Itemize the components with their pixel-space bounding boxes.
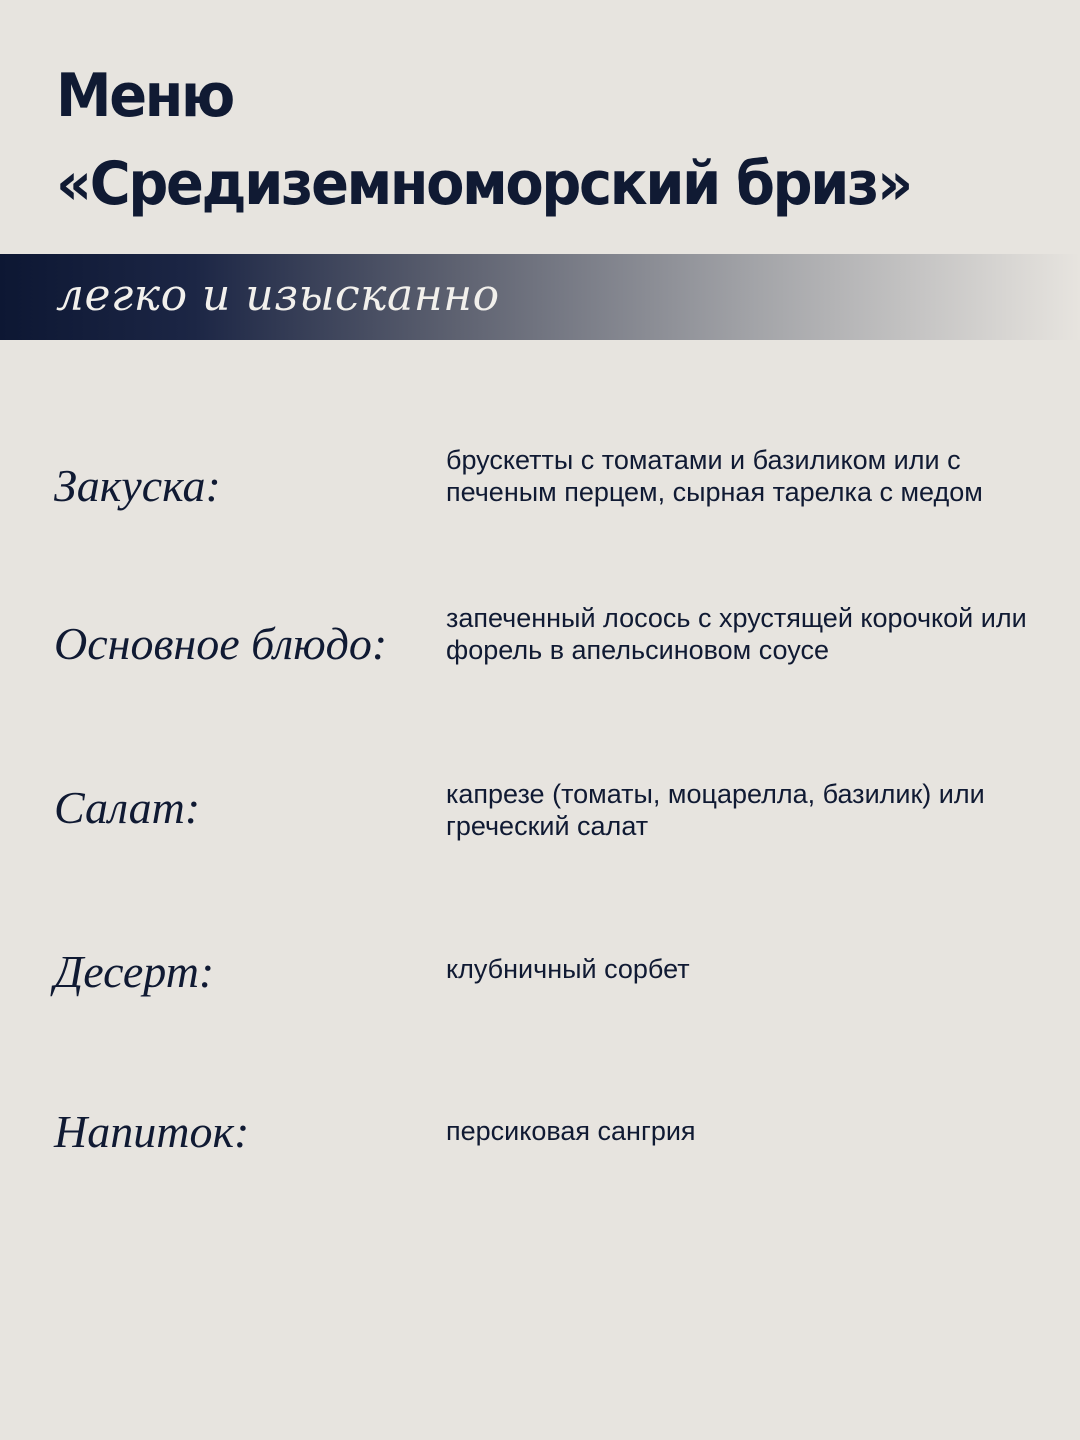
dish-description: брускетты с томатами и базиликом или с печеным перцем, сырная тарелка с медом (446, 445, 983, 507)
title-line-1: Меню (56, 61, 233, 131)
dish-description: капрезе (томаты, моцарелла, базилик) или греческий салат (446, 779, 985, 841)
course-label: Десерт: (54, 946, 215, 997)
page-title (56, 52, 911, 228)
dish-description: запеченный лосось с хрустящей корочкой или форель в апельсиновом соусе (446, 603, 1027, 665)
tagline: легко и изысканно (56, 270, 500, 321)
course-label: Салат: (54, 782, 201, 833)
title-line-2: «Средиземноморский бриз» (56, 149, 911, 219)
course-label: Закуска: (54, 460, 221, 511)
dish-description: персиковая сангрия (446, 1116, 696, 1146)
dish-description: клубничный сорбет (446, 954, 690, 984)
tagline-band (0, 254, 1080, 340)
course-label: Основное блюдо: (54, 618, 388, 669)
course-label: Напиток: (54, 1106, 250, 1157)
